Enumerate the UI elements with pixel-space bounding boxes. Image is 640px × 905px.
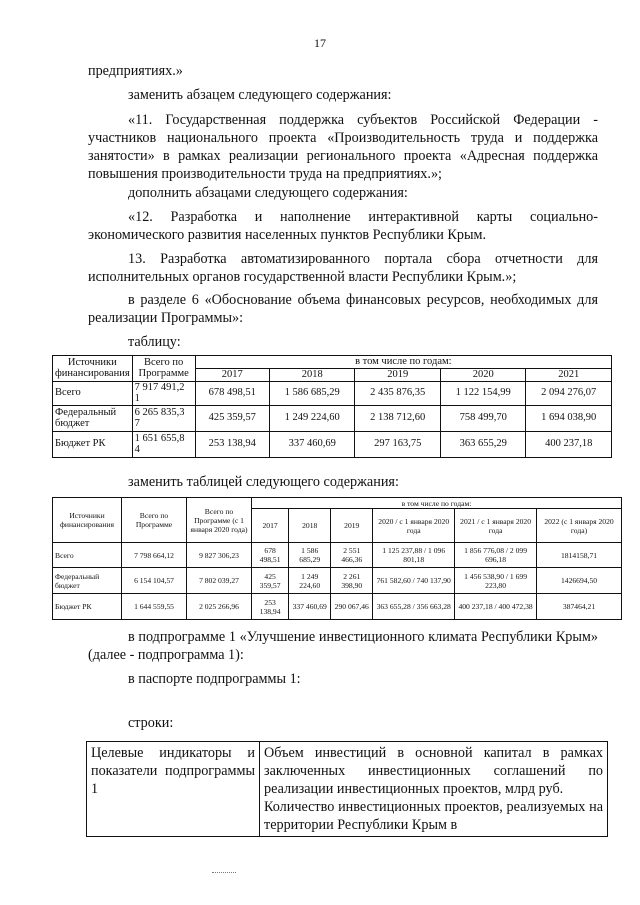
cell: 400 237,18 / 400 472,38 bbox=[455, 594, 537, 620]
cell: 290 067,46 bbox=[331, 594, 373, 620]
row-name: Федеральный бюджет bbox=[53, 568, 122, 594]
row-name: Бюджет РК bbox=[53, 431, 133, 457]
cell: 253 138,94 bbox=[252, 594, 289, 620]
row-total: 1 651 655,8 4 bbox=[132, 431, 195, 457]
cell: 1 586 685,29 bbox=[269, 381, 355, 405]
cell: 425 359,57 bbox=[252, 568, 289, 594]
col-header-source: Источники финансирования bbox=[53, 498, 122, 543]
year-header: 2018 bbox=[269, 369, 355, 382]
row-total: 7 798 664,12 bbox=[122, 543, 187, 568]
cell: 1 122 154,99 bbox=[440, 381, 526, 405]
indicator-label: Целевые индикаторы и показатели подпрограммы 1 bbox=[87, 742, 260, 837]
page-number: 17 bbox=[314, 36, 326, 50]
indicator-item: Объем инвестиций в основной капитал в рамках заключенных инвестиционных соглашений по реализации инвестиционных проектов, млрд руб. bbox=[264, 745, 603, 797]
col-header-source: Источники финансирования bbox=[53, 356, 133, 382]
row-name: Всего bbox=[53, 543, 122, 568]
cell: 758 499,70 bbox=[440, 405, 526, 431]
row-total-jan: 2 025 266,96 bbox=[187, 594, 252, 620]
paragraph: «11. Государственная поддержка субъектов Российской Федерации - участников национального проекта «Производительность труда и поддержка занятости» в рамках реализации регионального проекта «Адресная поддержка повышения производительности труда на предприятиях.»; bbox=[88, 112, 598, 182]
year-header: 2020 / с 1 января 2020 года bbox=[373, 509, 455, 543]
cell: 2 094 276,07 bbox=[526, 381, 612, 405]
financing-table-old bbox=[52, 355, 612, 458]
table-row bbox=[53, 405, 612, 431]
cell: 1 249 224,60 bbox=[289, 568, 331, 594]
cell: 297 163,75 bbox=[355, 431, 441, 457]
year-header: 2018 bbox=[289, 509, 331, 543]
row-total: 7 917 491,2 1 bbox=[132, 381, 195, 405]
year-header: 2019 bbox=[331, 509, 373, 543]
paragraph: строки: bbox=[128, 715, 174, 731]
cell: 253 138,94 bbox=[195, 431, 269, 457]
paragraph: «12. Разработка и наполнение интерактивной карты социально-экономического развития населенных пунктов Республики Крым. bbox=[88, 209, 598, 243]
year-header: 2021 bbox=[526, 369, 612, 382]
paragraph: в паспорте подпрограммы 1: bbox=[128, 671, 301, 687]
paragraph: таблицу: bbox=[128, 334, 181, 350]
cell: 1 249 224,60 bbox=[269, 405, 355, 431]
table-row bbox=[53, 594, 622, 620]
cell: 761 582,60 / 740 137,90 bbox=[373, 568, 455, 594]
indicator-values bbox=[260, 742, 608, 837]
col-header-years: в том числе по годам: bbox=[195, 356, 611, 369]
year-header: 2017 bbox=[195, 369, 269, 382]
cell: 1 125 237,88 / 1 096 801,18 bbox=[373, 543, 455, 568]
cell: 400 237,18 bbox=[526, 431, 612, 457]
cell: 2 138 712,60 bbox=[355, 405, 441, 431]
financing-table-new bbox=[52, 497, 622, 620]
cell: 337 460,69 bbox=[269, 431, 355, 457]
row-name: Всего bbox=[53, 381, 133, 405]
cell: 1 856 776,08 / 2 099 696,18 bbox=[455, 543, 537, 568]
row-total-jan: 7 802 039,27 bbox=[187, 568, 252, 594]
row-total-jan: 9 827 306,23 bbox=[187, 543, 252, 568]
cell: 1426694,50 bbox=[537, 568, 622, 594]
row-name: Федеральный бюджет bbox=[53, 405, 133, 431]
col-header-total-jan: Всего по Программе (с 1 января 2020 года) bbox=[187, 498, 252, 543]
col-header-years: в том числе по годам: bbox=[252, 498, 622, 509]
cell: 337 460,69 bbox=[289, 594, 331, 620]
row-total: 6 265 835,3 7 bbox=[132, 405, 195, 431]
paragraph: в разделе 6 «Обоснование объема финансовых ресурсов, необходимых для реализации Программы»: bbox=[88, 292, 598, 326]
row-total: 6 154 104,57 bbox=[122, 568, 187, 594]
indicators-table bbox=[86, 741, 608, 837]
cell: 1814158,71 bbox=[537, 543, 622, 568]
row-name: Бюджет РК bbox=[53, 594, 122, 620]
table-row bbox=[53, 431, 612, 457]
cell: 1 456 538,90 / 1 699 223,80 bbox=[455, 568, 537, 594]
paragraph: 13. Разработка автоматизированного портала сбора отчетности для исполнительных органов государственной власти Республики Крым.»; bbox=[88, 251, 598, 285]
table-row bbox=[53, 543, 622, 568]
year-header: 2019 bbox=[355, 369, 441, 382]
cell: 2 261 398,90 bbox=[331, 568, 373, 594]
cell: 678 498,51 bbox=[252, 543, 289, 568]
cell: 363 655,28 / 356 663,28 bbox=[373, 594, 455, 620]
table-row bbox=[53, 568, 622, 594]
table-row bbox=[53, 381, 612, 405]
paragraph: заменить таблицей следующего содержания: bbox=[128, 474, 399, 490]
year-header: 2020 bbox=[440, 369, 526, 382]
col-header-total: Всего по Программе bbox=[122, 498, 187, 543]
scan-mark bbox=[212, 872, 236, 873]
paragraph: в подпрограмме 1 «Улучшение инвестиционного климата Республики Крым» (далее - подпрограмма 1): bbox=[88, 629, 598, 663]
cell: 2 435 876,35 bbox=[355, 381, 441, 405]
cell: 2 551 466,36 bbox=[331, 543, 373, 568]
cell: 363 655,29 bbox=[440, 431, 526, 457]
paragraph: предприятиях.» bbox=[88, 63, 183, 79]
col-header-total: Всего по Программе bbox=[132, 356, 195, 382]
row-total: 1 644 559,55 bbox=[122, 594, 187, 620]
year-header: 2017 bbox=[252, 509, 289, 543]
indicator-item: Количество инвестиционных проектов, реализуемых на территории Республики Крым в bbox=[264, 799, 603, 833]
year-header: 2021 / с 1 января 2020 года bbox=[455, 509, 537, 543]
year-header: 2022 (с 1 января 2020 года) bbox=[537, 509, 622, 543]
cell: 1 586 685,29 bbox=[289, 543, 331, 568]
cell: 425 359,57 bbox=[195, 405, 269, 431]
cell: 678 498,51 bbox=[195, 381, 269, 405]
paragraph: дополнить абзацами следующего содержания: bbox=[128, 185, 408, 201]
paragraph: заменить абзацем следующего содержания: bbox=[128, 87, 392, 103]
cell: 1 694 038,90 bbox=[526, 405, 612, 431]
cell: 387464,21 bbox=[537, 594, 622, 620]
